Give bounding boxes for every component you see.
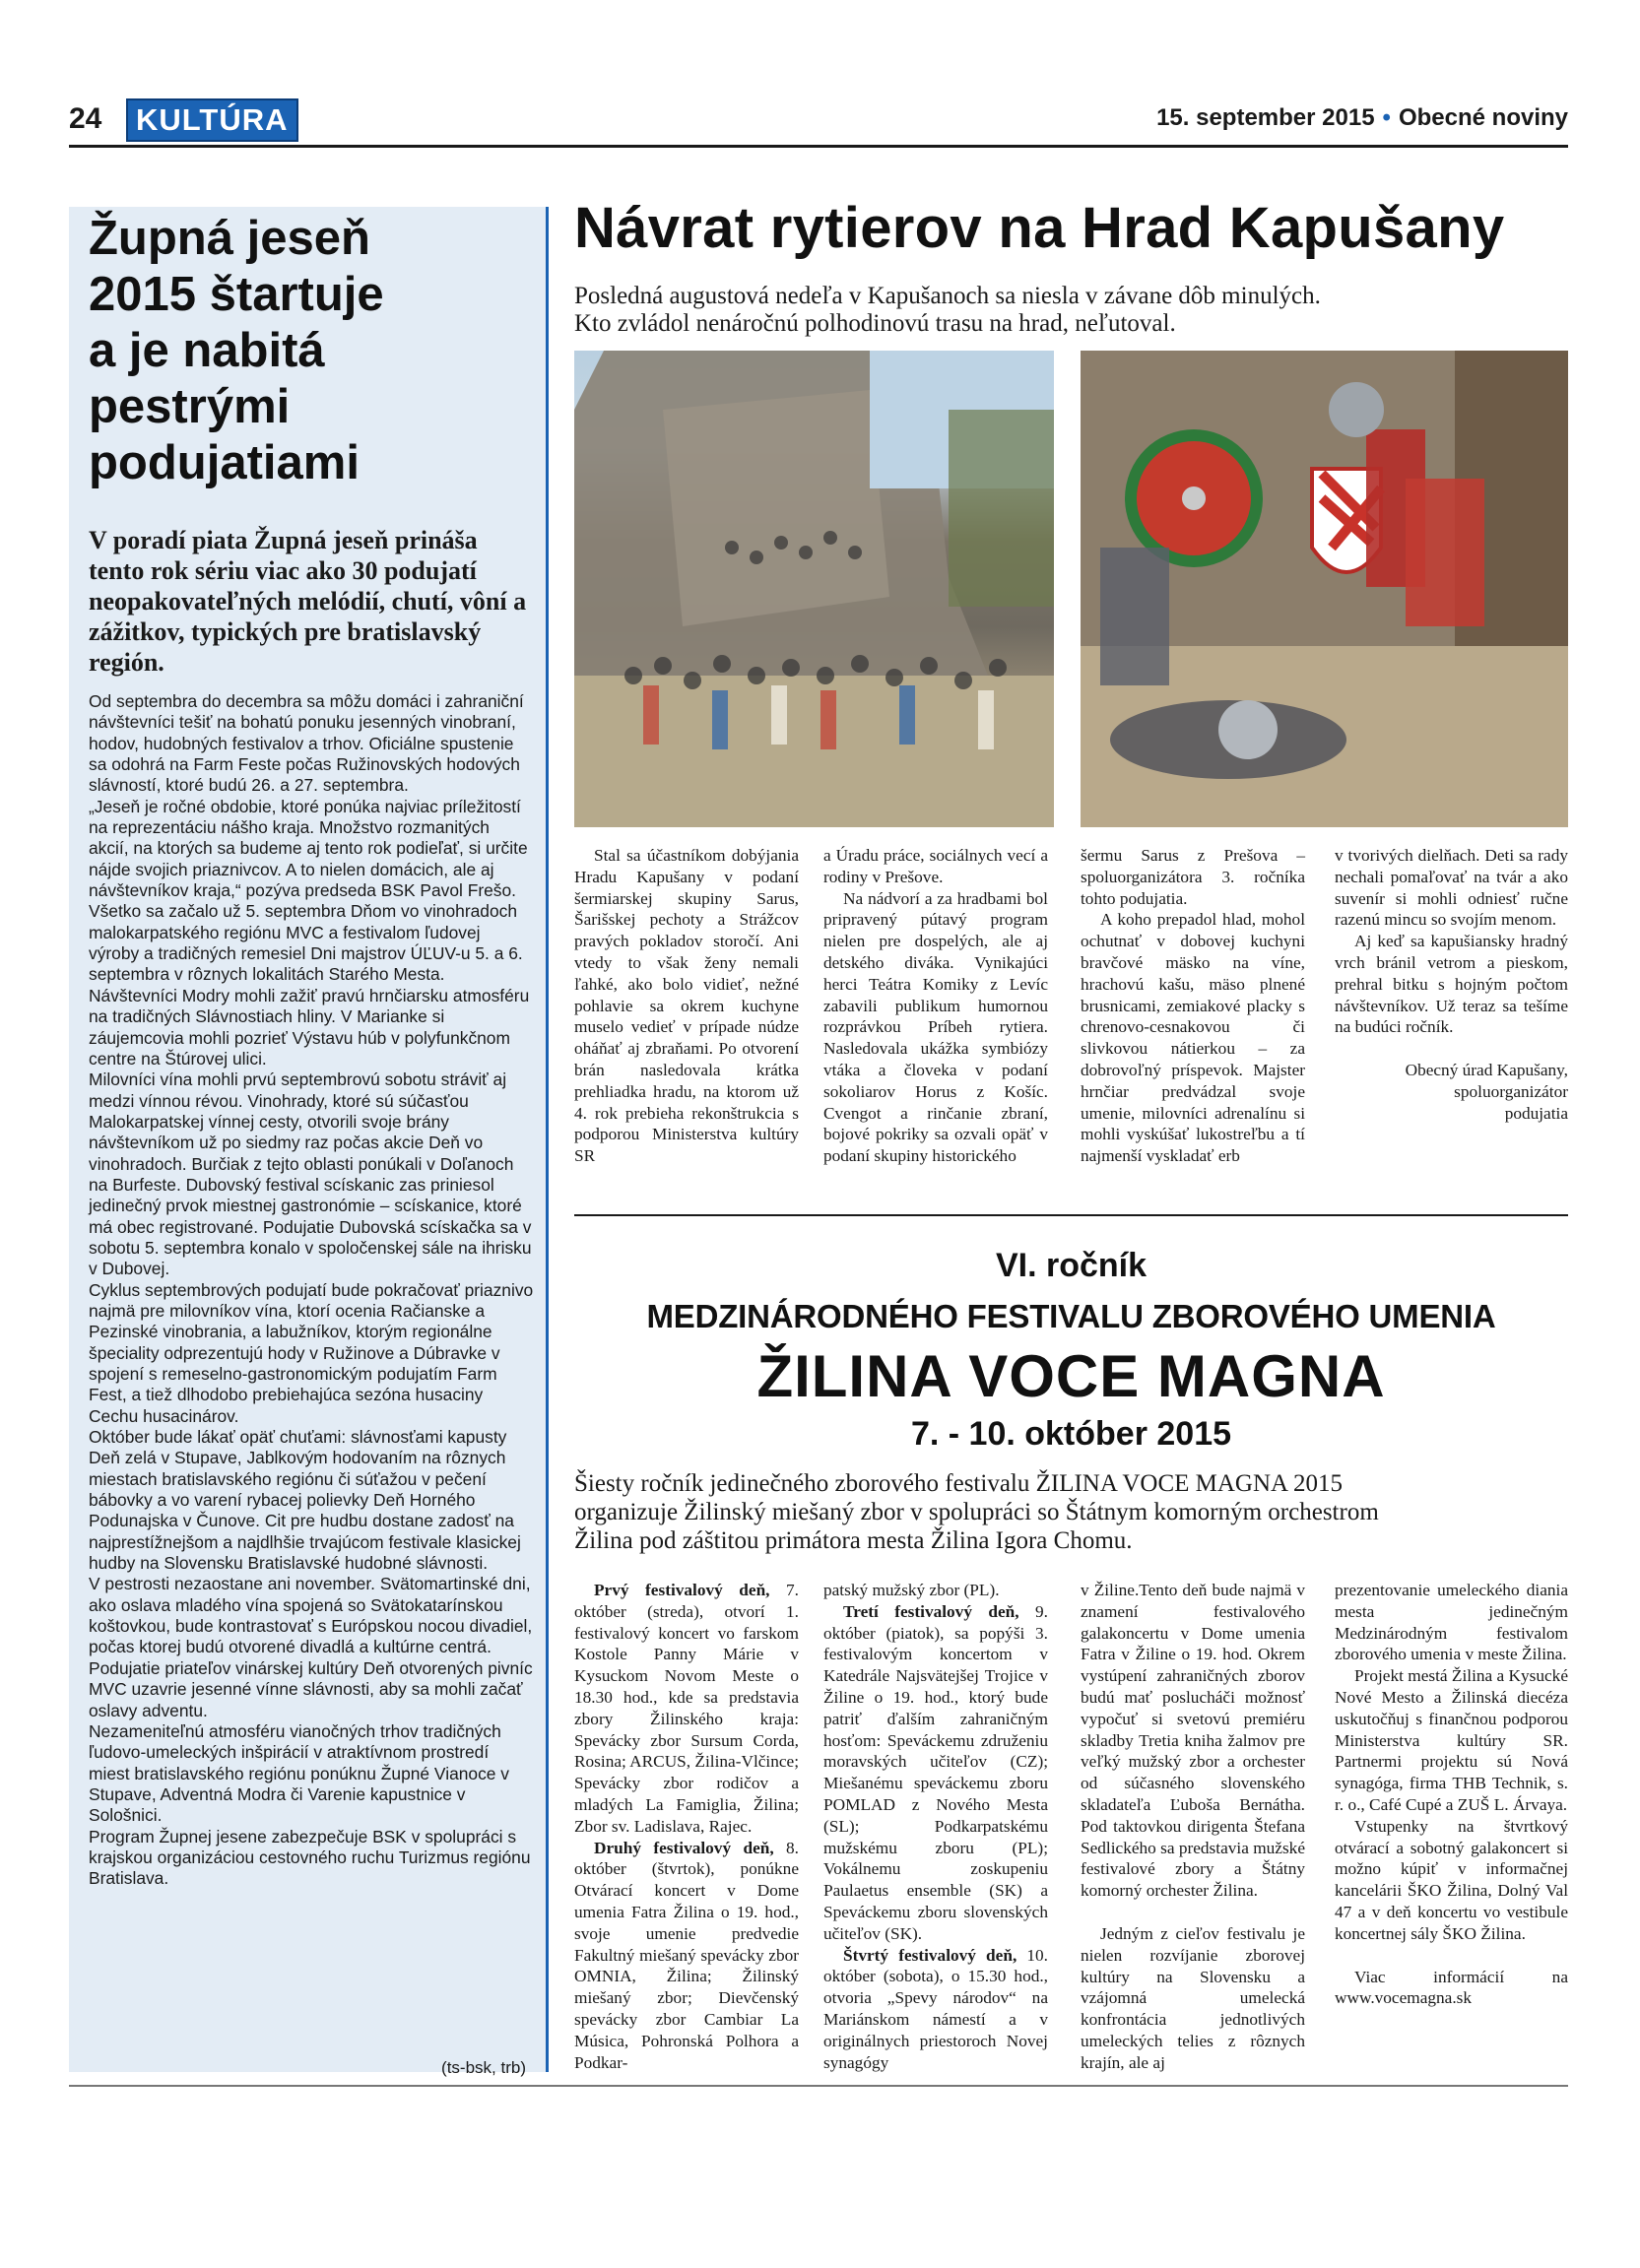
day-label: Druhý festivalový deň, [594,1838,774,1857]
sidebar-paragraph: Nezameniteľnú atmosféru vianočných trhov tradičných ľudovo-umeleckých inšpirácií v atraktívnom prostredí miest bratislavského regiónu ponúknu Župné Vianoce v Stupave, Adventná Modra či Varenie kapustnice v Sološnici. [89,1720,509,1826]
sidebar-paragraph: Cyklus septembrových podujatí bude pokračovať priaznivo najmä pre milovníkov vína, ktorí ocenia Račianske a Pezinské vinobrania, a labužníkov, ktorým regionálne špeciality odprezentujú hody v Ružinove a Dúbravke v spojení s remeselno-gastronomickým podujatím Farm Fest, a tiež dlhodobo prebiehajúca sezóna husaciny Cechu husacinárov. [89,1279,534,1426]
sidebar-paragraph: „Jeseň je ročné obdobie, ktoré ponúka najviac príležitostí na reprezentáciu nášho kraja. Množstvo rozmanitých akcií, na ktorých sa budeme aj tento rok podieľať, si určite nájde svojich priaznivcov. A to nielen domácich, ale aj návštevníkov kraja,“ pozýva predseda BSK Pavol Frešo. [89,796,528,901]
sidebar-paragraph: Október bude lákať opäť chuťami: slávnosťami kapusty Deň zelá v Stupave, Jablkovým hodovaním na rôznych miestach bratislavského regiónu či súťažou v pečení bábovky a vo varení rybacej polievky Deň Horného Podunajska v Čunove. Cit pre hudbu dostane zadosť na najprestížnejšom a najdlhšie trvajúcom festivale klasickej hudby na Slovensku Bratislavské hudobné slávnosti. [89,1427,521,1574]
article-paragraph: šermu Sarus z Prešova – spoluorganizátora 3. ročníka tohto podujatia. [1081,846,1305,908]
sidebar-paragraph: Od septembra do decembra sa môžu domáci i zahraniční návštevníci tešiť na bohatú ponuku jesenných vinobraní, hodov, hudobných festivalov a trhov. Oficiálne spustenie sa odohrá na Farm Feste počas Ružinovských hodových slávností, ktoré budú 26. a 27. septembra. [89,691,524,796]
author-line: Obecný úrad Kapušany, [1405,1061,1568,1080]
castle-crowd-illustration [574,351,1054,827]
separator-dot: • [1382,104,1391,131]
sidebar-title-line: Župná jeseň [89,212,370,265]
sidebar-title-line: 2015 štartuje [89,268,384,321]
sidebar-paragraph: V pestrosti nezaostane ani november. Svätomartinské dni, ako oslava mladého vína spojená so Svätokatarínskou koštovkou, bude kontrastovať s Európskou nocou divadiel, počas ktorej budú otvorené divadlá a kultúrne centrá. Podujatie priateľov vinárskej kultúry Deň otvorených pivníc MVC uzavrie jesenné vínne slávnosti, aby sa mohli začať oslavy adventu. [89,1574,533,1720]
article-column-2 [823,845,1048,1167]
day-label: Tretí festivalový deň, [843,1601,1019,1621]
sidebar-signature: (ts-bsk, trb) [441,2058,526,2077]
sidebar-body [89,691,534,1890]
festival-column-4 [1335,1580,1568,2009]
festival-paragraph: v Žiline.Tento deň bude najmä v znamení festivalového galakoncertu v Dome umenia Fatra v Žiline o 19. hod. Okrem vystúpení zahraničných zborov budú mať poslucháči možnosť vypočuť si svetovú premiéru skladby Tretia kniha žalmov pre veľký mužský zbor a orchester od súčasného slovenského skladateľa Ľuboša Bernátha. Pod taktovkou dirigenta Štefana Sedlického sa predstavia mužské festivalové zbory a Štátny komorný orchester Žilina. [1081,1581,1305,1901]
day-text: 7. október (streda), otvorí 1. festivalový koncert vo farskom Kostole Panny Márie v Kysuckom Novom Meste o 18.30 hod., kde sa predstavia zbory Žilinského kraja: Spevácky zbor Sursum Corda, Rosina; ARCUS, Žilina-Vlčince; Spevácky zbor rodičov a mladých La Famiglia, Žilina; Zbor sv. Ladislava, Rajec. [574,1581,799,1836]
article-column-4 [1335,845,1568,1125]
article-paragraph: a Úradu práce, sociálnych vecí a rodiny v Prešove. [823,846,1048,886]
festival-paragraph: Jedným z cieľov festivalu je nielen rozvíjanie zborovej kultúry na Slovensku a vzájomná umelecká konfrontácia jednotlivých umeleckých telies z rôznych krajín, ale aj [1081,1923,1305,2072]
author-line: spoluorganizátor [1454,1081,1568,1101]
page-number: 24 [69,102,102,135]
day-label: Prvý festivalový deň, [594,1581,770,1599]
sidebar-title-line: podujatiami [89,436,360,489]
day-text: 9. október (piatok), sa popýši 3. festivalovým koncertom v Katedrále Najsvätejšej Trojice v Žiline o 19. hod., ktorý bude patriť ďalším zahraničným hosťom: Speváckemu združeniu moravských učiteľov (CZ); Miešanému speváckemu zboru POMLAD z Nového Mesta (SL); Podkarpatskému mužskému zboru (PL); Vokálnemu zoskupeniu Paulaetus ensemble (SK) a Speváckemu zboru slovenských učiteľov (SK). [823,1601,1048,1943]
festival-paragraph: Vstupenky na štvrtkový otvárací a sobotný galakoncert si možno kúpiť v informačnej kancelárii ŠKO Žilina, Dolný Val 47 a v deň koncertu vo vestibule koncertnej sály ŠKO Žilina. [1335,1816,1568,1943]
sidebar-lead: V poradí piata Župná jeseň prináša tento rok sériu viac ako 30 podujatí neopakovateľných melódií, chutí, vôní a zážitkov, typických pre bratislavský región. [89,526,527,677]
festival-paragraph: patský mužský zbor (PL). [823,1581,1000,1599]
festival-edition: VI. ročník [995,1247,1148,1284]
article-deck [574,283,1559,338]
sidebar-paragraph: Program Župnej jesene zabezpečuje BSK v spolupráci s krajskou organizáciou cestovného ruchu Turizmus regiónu Bratislava. [89,1826,531,1889]
festival-deck-line: Žilina pod záštitou primátora mesta Žilina Igora Chomu. [574,1527,1133,1554]
article-author [1335,1060,1568,1124]
section-label: KULTÚRA [126,98,298,142]
publication-name: Obecné noviny [1398,104,1568,131]
article-column-1 [574,845,799,1167]
festival-paragraph: prezentovanie umeleckého diania mesta jedinečným Medzinárodným festivalom zborového umenia v meste Žilina. [1335,1581,1568,1664]
sidebar-paragraph: Milovníci vína mohli prvú septembrovú sobotu stráviť aj medzi vínnou révou. Vinohrady, ktoré sú súčasťou Malokarpatskej vínnej cesty, otvorili svoje brány návštevníkom už po siedmy raz počas akcie Deň vo vinohradoch. Burčiak z tejto oblasti ponúkali v Doľanoch na Burfeste. Dubovský festival scískanic zas priniesol jedinečný prvok miestnej gastronómie – scískanice, ktoré má obec registrované. Podujatie Dubovská scískačka sa v sobotu 5. septembra konalo v spoločenskej sále na ihrisku v Dubovej. [89,1069,532,1279]
header-rule [69,145,1568,148]
knights-battle-photo [1081,351,1568,827]
festival-title: ŽILINA VOCE MAGNA [756,1343,1386,1409]
festival-deck-line: Šiesty ročník jedinečného zborového festivalu ŽILINA VOCE MAGNA 2015 [574,1470,1343,1497]
day-label: Štvrtý festivalový deň, [843,1945,1017,1965]
festival-website: Viac informácií na www.vocemagna.sk [1335,1967,1568,2008]
sidebar-article [69,207,549,2077]
article-column-3 [1081,845,1305,1167]
festival-paragraph [823,1945,1048,2074]
article-paragraph: Stal sa účastníkom dobýjania Hradu Kapušany v podaní šermiarskej skupiny Sarus, Šarišskej pechoty a Strážcov pravých pokladov storočí. Ani vtedy to však ženy nemali ľahké, ako bolo vidieť, nežné pohlavie sa okrem kuchyne muselo vedieť v prípade núdze oháňať aj zbraňami. Po otvorení brán nasledovala krátka prehliadka hradu, na ktorom už 4. rok prebieha rekonštrukcia s podporou Ministerstva kultúry SR [574,846,799,1166]
festival-column-2 [823,1580,1048,2073]
festival-paragraph [574,1580,799,1838]
festival-subtitle: MEDZINÁRODNÉHO FESTIVALU ZBOROVÉHO UMENIA [646,1298,1496,1334]
issue-date: 15. september 2015 [1156,104,1375,131]
article-paragraph: Aj keď sa kapušiansky hradný vrch bránil vetrom a pieskom, prehral bitku s hojným počtom návštevníkov. Už teraz sa tešíme na budúci ročník. [1335,932,1568,1037]
day-text: 10. október (sobota), o 15.30 hod., otvoria „Spevy národov“ na Mariánskom námestí a v originálnych priestoroch Novej synagógy [823,1945,1048,2072]
festival-deck-line: organizuje Žilinský miešaný zbor v spolupráci so Štátnym komorným orchestrom [574,1499,1379,1525]
festival-paragraph [823,1601,1048,1945]
page-header [69,98,1568,148]
day-text: 8. október (štvrtok), ponúkne Otvárací koncert v Dome umenia Fatra Žilina o 19. hod., svoje umenie predvedie Fakultný miešaný spevácky zbor OMNIA, Žilina; Žilinský miešaný zbor; Dievčenský spevácky zbor Cambiar La Música, Pohronská Polhora a Podkar- [574,1838,799,2072]
article-headline: Návrat rytierov na Hrad Kapušany [574,196,1505,260]
header-meta [1156,104,1568,132]
sidebar-title-line: pestrými [89,380,291,433]
festival-column-3 [1081,1580,1305,2074]
sidebar-paragraph: Všetko sa začalo už 5. septembra Dňom vo vinohradoch malokarpatského regiónu MVC a festivalom ľudovej výroby a tradičných remesiel Dni majstrov ÚĽUV-u 5. a 6. septembra v rôznych lokalitách Starého Mesta. Návštevníci Modry mohli zažiť pravú hrnčiarsku atmosféru na tradičných Slávnostiach hliny. V Marianke si záujemcovia mohli pozrieť Výstavu húb v polyfunkčnom centre na Štúrovej ulici. [89,901,530,1069]
author-line: podujatia [1504,1103,1568,1123]
article-paragraph: A koho prepadol hlad, mohol ochutnať v dobovej kuchyni bravčové mäsko na víne, hrachovú kašu, mäso plnené brusnicami, zemiakové placky s chrenovo-cesnakovou či slivkovou nátierkou – za dobrovoľný príspevok. Majster hrnčiar predvádzal svoje umenie, milovníci adrenalínu si mohli vyskúšať lukostreľbu a tí najmenší vyskladať erb [1081,910,1305,1166]
article-paragraph: v tvorivých dielňach. Deti sa rady nechali pomaľovať na tvár a ako suvenír si mohli odniesť ručne razenú mincu so svojím menom. [1335,846,1568,930]
festival-paragraph: Projekt mestá Žilina a Kysucké Nové Mesto a Žilinská diecéza uskutočňuj s finančnou podporou Ministerstva kultúry SR. Partnermi projektu sú Nová synagóga, firma THB Technik, s. r. o., Café Cupé a ZUŠ L. Árvaya. [1335,1666,1568,1814]
knights-battle-illustration [1081,351,1568,827]
festival-paragraph [574,1838,799,2074]
deck-line: Kto zvládol nenáročnú polhodinovú trasu na hrad, neľutoval. [574,310,1176,337]
footer-rule [69,2085,1568,2087]
festival-deck [574,1469,1568,1555]
deck-line: Posledná augustová nedeľa v Kapušanoch sa niesla v závane dôb minulých. [574,283,1321,309]
sidebar-title [89,211,522,491]
section-divider [574,1214,1568,1216]
article-paragraph: Na nádvorí a za hradbami bol pripravený pútavý program nielen pre dospelých, ale aj detského diváka. Vynikajúci herci Teátra Komiky z Levíc zabavili publikum humornou rozprávkou Príbeh rytiera. Nasledovala ukážka symbiózy vtáka a človeka v podaní sokoliarov Horus z Košíc. Cvengot a rinčanie zbraní, bojové pokriky sa ozvali opäť v podaní skupiny historického [823,888,1048,1166]
castle-crowd-photo [574,351,1054,827]
festival-dates: 7. - 10. október 2015 [910,1415,1232,1453]
festival-column-1 [574,1580,799,2073]
sidebar-title-line: a je nabitá [89,324,325,377]
